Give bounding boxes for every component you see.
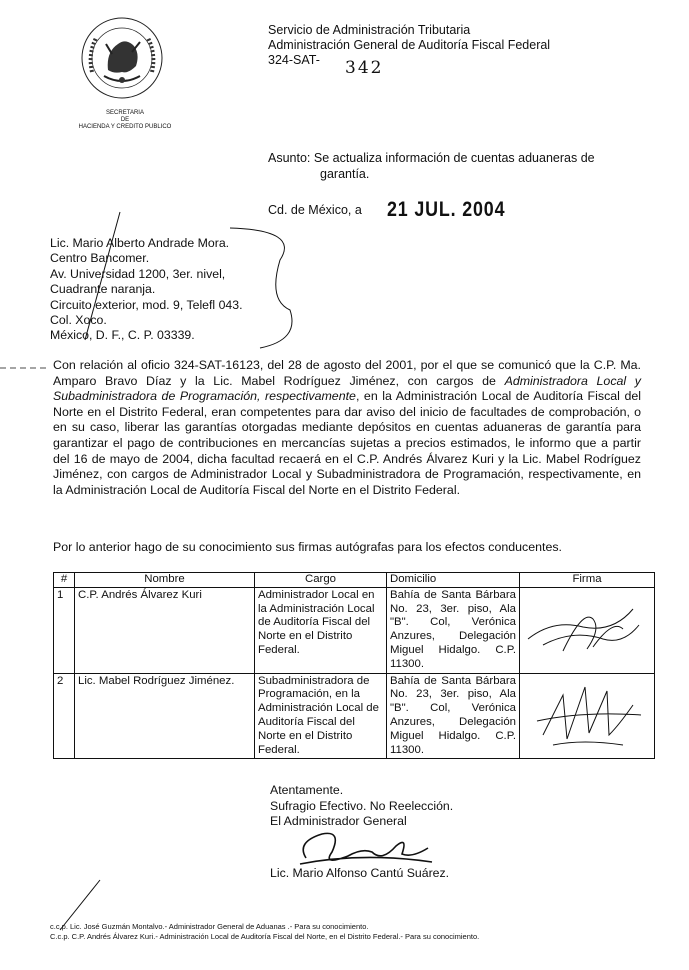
row-cargo: Administrador Local en la Administración Local de Auditoría Fiscal del Norte en el Distrito Federal.	[255, 587, 387, 673]
body-text-emphasis: Administradora Local y Subadministradora de Programación, respectivamente	[53, 373, 642, 404]
column-header: Cargo	[255, 573, 387, 588]
seal-department	[40, 110, 210, 131]
address-line: Circuito exterior, mod. 9, Telefl 043.	[50, 297, 243, 312]
column-header: Firma	[520, 573, 655, 588]
row-number: 2	[54, 673, 75, 759]
seal-line: DE	[120, 117, 130, 123]
row-domicilio: Bahía de Santa Bárbara No. 23, 3er. piso, Ala "B". Col, Verónica Anzures, Delegación Miguel Hidalgo. C.P. 11300.	[387, 587, 520, 673]
body-text-part: Con relación al oficio 324-SAT-16123, del 28 de agosto del 2001, por el que se comunicó que la C.P. Ma. Amparo Bravo Díaz y la Lic. Mabel Rodríguez Jiménez, con cargos de	[53, 358, 641, 388]
table-row	[54, 587, 655, 673]
table-row	[54, 673, 655, 759]
address-line: Av. Universidad 1200, 3er. nivel,	[50, 266, 226, 281]
mexican-eagle-seal	[78, 14, 166, 106]
seal-line: HACIENDA Y CREDITO PUBLICO	[78, 124, 172, 130]
signer-name: Lic. Mario Alfonso Cantú Suárez.	[270, 866, 450, 880]
folio-number: 342	[345, 58, 384, 78]
header-line-1: Servicio de Administración Tributaria	[268, 23, 471, 37]
row-domicilio: Bahía de Santa Bárbara No. 23, 3er. piso, Ala "B". Col, Verónica Anzures, Delegación Miguel Hidalgo. C.P. 11300.	[387, 673, 520, 759]
row-nombre: C.P. Andrés Álvarez Kuri	[75, 587, 255, 673]
subject-line-2: garantía.	[320, 167, 370, 181]
signature-image	[523, 589, 645, 667]
seal-line: SECRETARIA	[106, 110, 144, 116]
cc-line: c.c.p. Lic. José Guzmán Montalvo.- Administrador General de Aduanas .- Para su conocimiento.	[50, 922, 369, 931]
column-header: Domicilio	[387, 573, 520, 588]
address-line: Col. Xoco.	[50, 313, 107, 328]
cc-line: C.c.p. C.P. Andrés Álvarez Kuri.- Administración Local de Auditoría Fiscal del Norte, en el Distrito Federal.- Para su conocimiento.	[50, 932, 480, 941]
subject	[268, 150, 638, 182]
address-line: Lic. Mario Alberto Andrade Mora.	[50, 236, 230, 250]
row-cargo: Subadministradora de Programación, en la Administración Local de Auditoría Fiscal del Norte en el Distrito Federal.	[255, 673, 387, 759]
table-header-row	[54, 573, 655, 588]
place: Cd. de México, a	[268, 203, 362, 217]
header-line-2: Administración General de Auditoría Fiscal Federal	[268, 38, 551, 52]
recipient-address	[50, 236, 243, 344]
body-text-part: , en la Administración Local de Auditoría Fiscal del Norte en el Distrito Federal, eran competentes para dar aviso del inicio de facultades de comprobación, o en su caso, liberar las garantías otorgadas mediante depósitos en cuentas aduaneras de garantía para garantizar el pago de contribuciones en mercancías sujetas a precios estimados, le informo que a partir del 16 de mayo de 2004, dicha facultad recaerá en el C.P. Andrés Álvarez Kuri y la Lic. Mabel Rodríguez Jiménez, con cargos de Administrador Local y Subadministradora de Programación, respectivamente, en la Administración Local de Auditoría Fiscal del Norte en el Distrito Federal.	[53, 389, 641, 497]
closing-line: Sufragio Efectivo. No Reelección.	[270, 798, 454, 813]
address-line: Cuadrante naranja.	[50, 282, 156, 297]
subject-line-1: Asunto: Se actualiza información de cuentas aduaneras de	[268, 151, 595, 165]
column-header: Nombre	[75, 573, 255, 588]
closing-line: Atentamente.	[270, 783, 344, 797]
letterhead	[268, 23, 550, 68]
address-line: Centro Bancomer.	[50, 251, 150, 266]
address-line: México, D. F., C. P. 03339.	[50, 328, 195, 343]
signature-image	[523, 675, 645, 753]
carbon-copy-list	[50, 922, 479, 942]
body-note: Por lo anterior hago de su conocimiento sus firmas autógrafas para los efectos conducentes.	[53, 540, 562, 554]
closing-line: El Administrador General	[270, 814, 407, 828]
column-header: #	[54, 573, 75, 588]
signatures-table	[53, 572, 655, 759]
row-number: 1	[54, 587, 75, 673]
director-signature	[292, 822, 442, 872]
row-firma	[520, 587, 655, 673]
date-stamp: 21 JUL. 2004	[387, 198, 506, 221]
row-firma	[520, 673, 655, 759]
header-line-3: 324-SAT-	[268, 53, 320, 67]
body-paragraph	[53, 358, 641, 498]
row-nombre: Lic. Mabel Rodríguez Jiménez.	[75, 673, 255, 759]
